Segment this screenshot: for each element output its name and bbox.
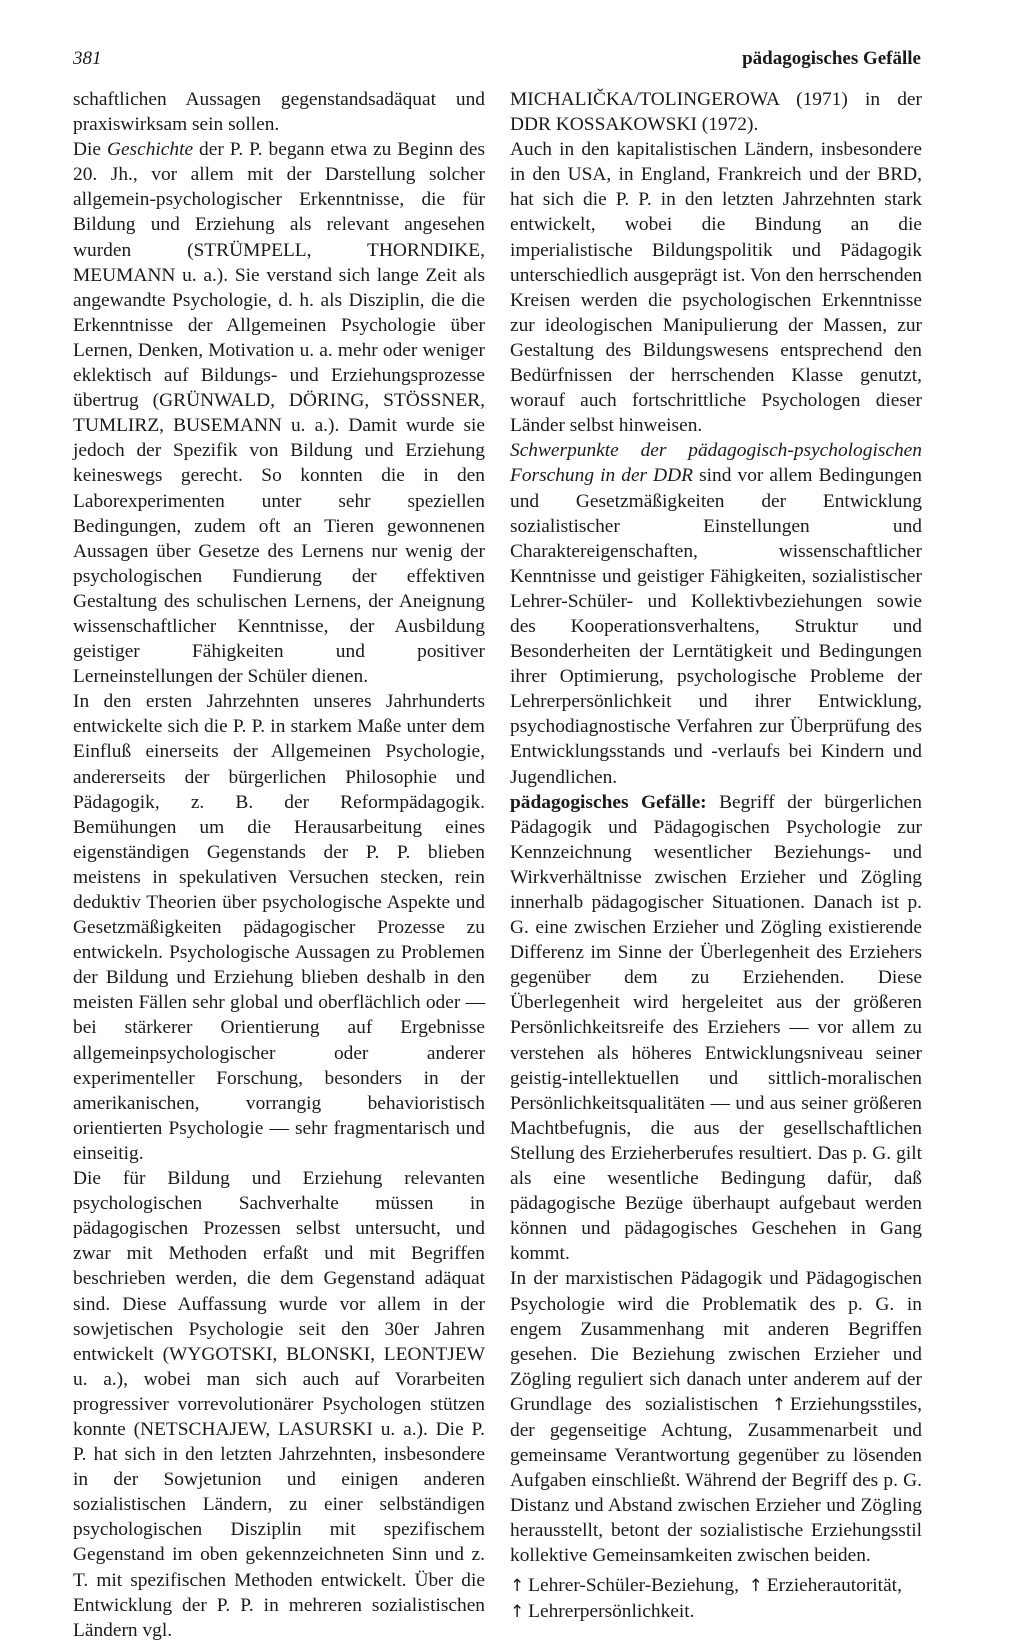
paragraph: MICHALIČKA/TOLINGEROWA (1971) in der DDR KOSSAKOWSKI (1972).	[510, 89, 922, 136]
right-column	[510, 87, 922, 1625]
cross-reference-arrow-icon: ↑	[510, 1601, 525, 1622]
paragraph-lead: Die	[73, 139, 107, 161]
italic-term: Schwerpunkte der pädagogisch-psychologischen Forschung in der DDR	[510, 440, 922, 487]
paragraph-text: In der marxistischen Pädagogik und Pädagogischen Psychologie wird die Problematik des p. G. in engem Zusammenhang mit anderen Begriffen gesehen. Die Beziehung zwischen Erzieher und Zögling reguliert sich danach unter anderem auf der Grundlage des sozialistischen	[510, 1268, 922, 1415]
paragraph	[510, 438, 922, 789]
running-head: pädagogisches Gefälle	[742, 48, 921, 69]
entry-headword: pädagogisches Gefälle:	[510, 791, 707, 813]
paragraph: schaftlichen Aussagen gegenstandsadäquat und praxiswirksam sein sollen.	[73, 89, 485, 136]
cross-reference[interactable]: Lehrer-Schüler-Beziehung,	[528, 1574, 739, 1596]
paragraph-text: , der gegenseitige Achtung, Zusammenarbeit und gemeinsame Verantwortung gegenüber zu lösenden Aufgaben einschließt. Während der Begriff des p. G. Distanz und Abstand zwischen Erzieher und Zögling herausstellt, betont der sozialistische Erziehungsstil kollektive Gemeinsamkeiten zwischen beiden.	[510, 1393, 922, 1567]
cross-reference[interactable]: Erzieherautorität,	[766, 1574, 902, 1596]
left-column	[73, 87, 485, 1643]
paragraph: Die für Bildung und Erziehung relevanten psychologischen Sachverhalte müssen in pädagogischen Prozessen selbst untersucht, und zwar mit Methoden erfaßt und mit Begriffen beschrieben werden, die dem Gegenstand adäquat sind. Diese Auffassung wurde vor allem in der sowjetischen Psychologie seit den 30er Jahren entwickelt (WYGOTSKI, BLONSKI, LEONTJEW u. a.), wobei man sich auch auf Vorarbeiten progressiver vorrevolutionärer Psychologen stützen konnte (NETSCHAJEW, LASURSKI u. a.). Die P. P. hat sich in den letzten Jahrzehnten, insbesondere in der Sowjetunion und einigen anderen sozialistischen Ländern, zu einer selbständigen psychologischen Disziplin mit spezifischem Gegenstand im oben gekennzeichneten Sinn und z. T. mit spezifischen Methoden entwickelt. Über die Entwicklung der P. P. in mehreren sozialistischen Ländern vgl.	[73, 1168, 485, 1641]
cross-reference-arrow-icon: ↑	[510, 1575, 525, 1596]
see-also	[510, 1573, 922, 1625]
cross-reference[interactable]: Erziehungsstiles	[790, 1393, 918, 1415]
paragraph	[73, 137, 485, 689]
page-number: 381	[73, 48, 102, 69]
paragraph: Auch in den kapitalistischen Ländern, insbesondere in den USA, in England, Frankreich und der BRD, hat sich die P. P. in den letzten Jahrzehnten stark entwickelt, wobei die Bindung an die imperialistische Bildungspolitik und Pädagogik unterschiedlich ausgeprägt ist. Von den herrschenden Kreisen werden die psychologischen Erkenntnisse zur ideologischen Manipulierung der Massen, zur Gestaltung des Bildungswesens entsprechend den Bedürfnissen der herrschenden Klasse genutzt, worauf auch fortschrittliche Psychologen dieser Länder selbst hinweisen.	[510, 139, 922, 437]
paragraph	[510, 1266, 922, 1568]
paragraph-text: der P. P. begann etwa zu Beginn des 20. Jh., vor allem mit der Darstellung solcher allgemein-psychologischer Erkenntnisse, die für Bildung und Erziehung als relevant angesehen wurden (STRÜMPELL, THORNDIKE, MEUMANN u. a.). Sie verstand sich lange Zeit als angewandte Psychologie, d. h. als Disziplin, die die Erkenntnisse der Allgemeinen Psychologie über Lernen, Denken, Motivation u. a. mehr oder weniger eklektisch auf Bildungs- und Erziehungsprozesse übertrug (GRÜNWALD, DÖRING, STÖSSNER, TUMLIRZ, BUSEMANN u. a.). Damit wurde sie jedoch der Spezifik von Bildung und Erziehung keineswegs gerecht. So konnten die in den Laborexperimenten unter sehr speziellen Bedingungen, zudem oft an Tieren gewonnenen Aussagen über Gesetze des Lernens nur wenig der psychologischen Fundierung der effektiven Gestaltung des schulischen Lernens, der Aneignung wissenschaftlicher Kenntnisse, der Ausbildung geistiger Fähigkeiten und positiver Lerneinstellungen der Schüler dienen.	[73, 139, 485, 688]
paragraph-text: sind vor allem Bedingungen und Gesetzmäßigkeiten der Entwicklung sozialistischer Einstellungen und Charaktereigenschaften, wissenschaftlicher Kenntnisse und geistiger Fähigkeiten, sozialistischer Lehrer-Schüler- und Kollektivbeziehungen sowie des Kooperationsverhaltens, Struktur und Besonderheiten der Lerntätigkeit und Bedingungen ihrer Optimierung, psychologische Probleme der Lehrerpersönlichkeit und ihrer Entwicklung, psychodiagnostische Verfahren zur Überprüfung des Entwicklungsstands und -verlaufs bei Kindern und Jugendlichen.	[510, 465, 922, 788]
entry-definition: Begriff der bürgerlichen Pädagogik und Pädagogischen Psychologie zur Kennzeichnung wesentlicher Beziehungs- und Wirkverhältnisse zwischen Erzieher und Zögling innerhalb pädagogischer Situationen. Danach ist p. G. eine zwischen Erzieher und Zögling existierende Differenz im Sinne der Überlegenheit des Erziehers gegenüber dem zu Erziehenden. Diese Überlegenheit wird hergeleitet aus der größeren Persönlichkeitsreife des Erziehers — vor allem zu verstehen als höheres Entwicklungsniveau seiner geistig-intellektuellen und sittlich-moralischen Persönlichkeitsqualitäten — und aus seiner größeren Machtbefugnis, die aus der gesellschaftlichen Stellung des Erzieherberufes resultiert. Das p. G. gilt als eine wesentliche Bedingung dafür, daß pädagogische Bezüge überhaupt aufgebaut werden können und pädagogisches Geschehen in Gang kommt.	[510, 791, 922, 1265]
italic-term: Geschichte	[106, 139, 194, 161]
cross-reference[interactable]: Lehrerpersönlichkeit.	[528, 1600, 695, 1622]
dictionary-entry	[510, 790, 922, 1267]
paragraph: In den ersten Jahrzehnten unseres Jahrhunderts entwickelte sich die P. P. in starkem Maße unter dem Einfluß einerseits der Allgemeinen Psychologie, andererseits der bürgerlichen Philosophie und Pädagogik, z. B. der Reformpädagogik. Bemühungen um die Herausarbeitung eines eigenständigen Gegenstands der P. P. blieben meistens in spekulativen Versuchen stecken, rein deduktiv Theorien über psychologische Aspekte und Gesetzmäßigkeiten pädagogischer Prozesse zu entwickeln. Psychologische Aussagen zu Problemen der Bildung und Erziehung blieben deshalb in den meisten Fällen sehr global und oberflächlich oder — bei stärkerer Orientierung auf Ergebnisse allgemeinpsychologischer oder anderer experimenteller Forschung, besonders in der amerikanischen, vorrangig behavioristisch orientierten Psychologie — sehr fragmentarisch und einseitig.	[73, 691, 485, 1164]
cross-reference-arrow-icon: ↑	[748, 1575, 763, 1596]
cross-reference-arrow-icon: ↑	[771, 1394, 787, 1415]
